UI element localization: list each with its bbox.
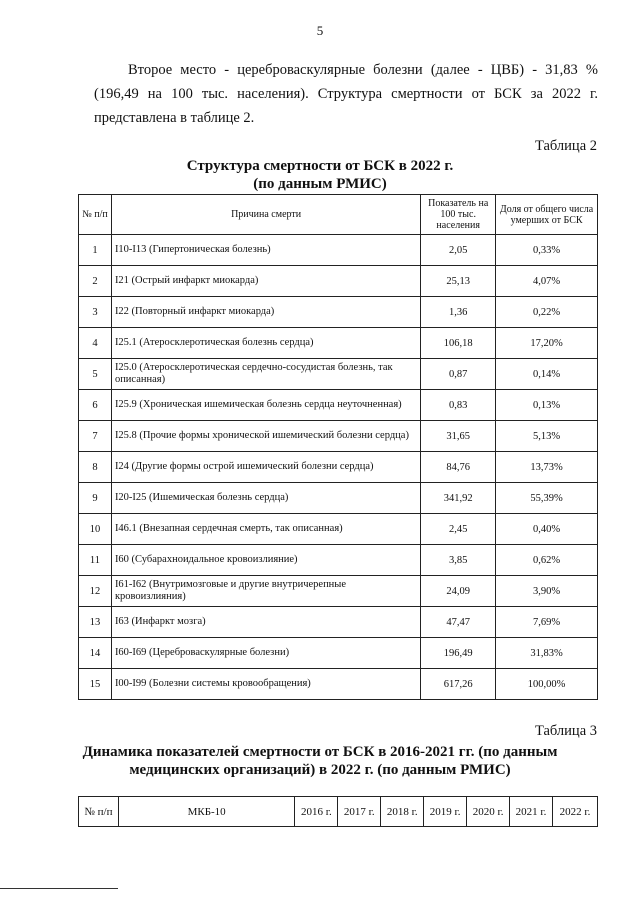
table2-cell-num: 1 (79, 235, 112, 266)
table3-label: Таблица 3 (534, 723, 597, 739)
table2-cell-num: 10 (79, 514, 112, 545)
table-row (79, 483, 598, 514)
table2-cell-cause: I21 (Острый инфаркт миокарда) (111, 266, 420, 297)
table2 (78, 194, 598, 700)
table2-cell-share: 0,22% (496, 297, 598, 328)
table-row (79, 607, 598, 638)
table2-cell-share: 7,69% (496, 607, 598, 638)
table2-cell-cause: I10-I13 (Гипертоническая болезнь) (111, 235, 420, 266)
table2-cell-rate: 0,83 (421, 390, 496, 421)
table2-cell-cause: I25.8 (Прочие формы хронической ишемический болезни сердца) (111, 421, 420, 452)
footnote-divider (0, 888, 118, 889)
table2-cell-rate: 25,13 (421, 266, 496, 297)
table2-title-line-2: (по данным РМИС) (253, 176, 387, 192)
table2-cell-num: 3 (79, 297, 112, 328)
table2-cell-rate: 617,26 (421, 669, 496, 700)
table3-header-year: 2020 г. (467, 797, 510, 827)
table2-cell-share: 31,83% (496, 638, 598, 669)
table2-title (0, 157, 640, 193)
table2-cell-cause: I60-I69 (Цереброваскулярные болезни) (111, 638, 420, 669)
table3-header-year: 2017 г. (338, 797, 381, 827)
table-row (79, 669, 598, 700)
table2-cell-cause: I00-I99 (Болезни системы кровообращения) (111, 669, 420, 700)
table2-cell-num: 8 (79, 452, 112, 483)
table2-cell-rate: 47,47 (421, 607, 496, 638)
table2-header-rate: Показатель на 100 тыс. населения (421, 195, 496, 235)
table3-header-icd: МКБ-10 (118, 797, 294, 827)
table3-title-line-1: Динамика показателей смертности от БСК в 2016-2021 гг. (по данным (82, 744, 558, 760)
table2-cell-rate: 84,76 (421, 452, 496, 483)
table-row (79, 235, 598, 266)
table3-header-year: 2018 г. (381, 797, 424, 827)
table3-header-year: 2016 г. (295, 797, 338, 827)
table2-label: Таблица 2 (534, 138, 597, 154)
table2-cell-share: 5,13% (496, 421, 598, 452)
table2-cell-num: 5 (79, 359, 112, 390)
table2-cell-rate: 1,36 (421, 297, 496, 328)
table2-cell-cause: I25.1 (Атеросклеротическая болезнь сердца) (111, 328, 420, 359)
table2-cell-rate: 0,87 (421, 359, 496, 390)
table2-cell-share: 0,33% (496, 235, 598, 266)
table3-header-row (79, 797, 598, 827)
table2-cell-num: 4 (79, 328, 112, 359)
table2-cell-cause: I25.0 (Атеросклеротическая сердечно-сосудистая болезнь, так описанная) (111, 359, 420, 390)
table2-cell-rate: 2,45 (421, 514, 496, 545)
table-row (79, 452, 598, 483)
table2-cell-share: 55,39% (496, 483, 598, 514)
table2-header-row (79, 195, 598, 235)
table2-cell-share: 17,20% (496, 328, 598, 359)
table2-cell-cause: I60 (Субарахноидальное кровоизлияние) (111, 545, 420, 576)
intro-line-1: Второе место - цереброваскулярные болезни (далее - ЦВБ) - 31,83 % (128, 62, 598, 78)
table2-cell-cause: I25.9 (Хроническая ишемическая болезнь сердца неуточненная) (111, 390, 420, 421)
table2-cell-share: 3,90% (496, 576, 598, 607)
table3-title (0, 743, 640, 779)
table2-cell-cause: I63 (Инфаркт мозга) (111, 607, 420, 638)
table-row (79, 266, 598, 297)
table2-cell-cause: I46.1 (Внезапная сердечная смерть, так описанная) (111, 514, 420, 545)
table2-cell-num: 14 (79, 638, 112, 669)
table-row (79, 638, 598, 669)
table2-cell-share: 100,00% (496, 669, 598, 700)
table-row (79, 545, 598, 576)
table2-cell-share: 4,07% (496, 266, 598, 297)
table2-cell-cause: I24 (Другие формы острой ишемический болезни сердца) (111, 452, 420, 483)
table3-header-year: 2022 г. (553, 797, 598, 827)
table3-header-year: 2019 г. (424, 797, 467, 827)
table2-cell-share: 0,40% (496, 514, 598, 545)
table2-cell-share: 0,62% (496, 545, 598, 576)
table-row (79, 514, 598, 545)
table2-cell-num: 9 (79, 483, 112, 514)
table2-cell-cause: I20-I25 (Ишемическая болезнь сердца) (111, 483, 420, 514)
table2-cell-rate: 2,05 (421, 235, 496, 266)
table3-header-year: 2021 г. (510, 797, 553, 827)
table3-header-num: № п/п (79, 797, 119, 827)
intro-paragraph (94, 58, 598, 130)
table2-cell-num: 11 (79, 545, 112, 576)
table2-header-share: Доля от общего числа умерших от БСК (496, 195, 598, 235)
table2-cell-share: 13,73% (496, 452, 598, 483)
table2-cell-num: 2 (79, 266, 112, 297)
table2-cell-num: 7 (79, 421, 112, 452)
table-row (79, 359, 598, 390)
table2-cell-num: 6 (79, 390, 112, 421)
table2-cell-cause: I61-I62 (Внутримозговые и другие внутричерепные кровоизлияния) (111, 576, 420, 607)
table2-cell-rate: 3,85 (421, 545, 496, 576)
table2-title-line-1: Структура смертности от БСК в 2022 г. (186, 158, 454, 174)
table2-header-cause: Причина смерти (111, 195, 420, 235)
table2-cell-rate: 24,09 (421, 576, 496, 607)
table-row (79, 421, 598, 452)
table-row (79, 328, 598, 359)
table3-title-line-2: медицинских организаций) в 2022 г. (по данным РМИС) (129, 762, 511, 778)
intro-line-2: (196,49 на 100 тыс. населения). Структура смертности от БСК за 2022 г. (94, 86, 598, 102)
table2-cell-rate: 31,65 (421, 421, 496, 452)
table2-cell-share: 0,13% (496, 390, 598, 421)
table-row (79, 297, 598, 328)
page-number: 5 (316, 23, 324, 38)
table2-cell-num: 13 (79, 607, 112, 638)
table2-cell-rate: 196,49 (421, 638, 496, 669)
intro-line-3: представлена в таблице 2. (94, 110, 255, 126)
table3 (78, 796, 598, 827)
table2-cell-num: 12 (79, 576, 112, 607)
table2-cell-rate: 341,92 (421, 483, 496, 514)
table2-header-num: № п/п (79, 195, 112, 235)
table2-cell-num: 15 (79, 669, 112, 700)
table-row (79, 576, 598, 607)
table2-cell-rate: 106,18 (421, 328, 496, 359)
table2-cell-cause: I22 (Повторный инфаркт миокарда) (111, 297, 420, 328)
table-row (79, 390, 598, 421)
table2-cell-share: 0,14% (496, 359, 598, 390)
